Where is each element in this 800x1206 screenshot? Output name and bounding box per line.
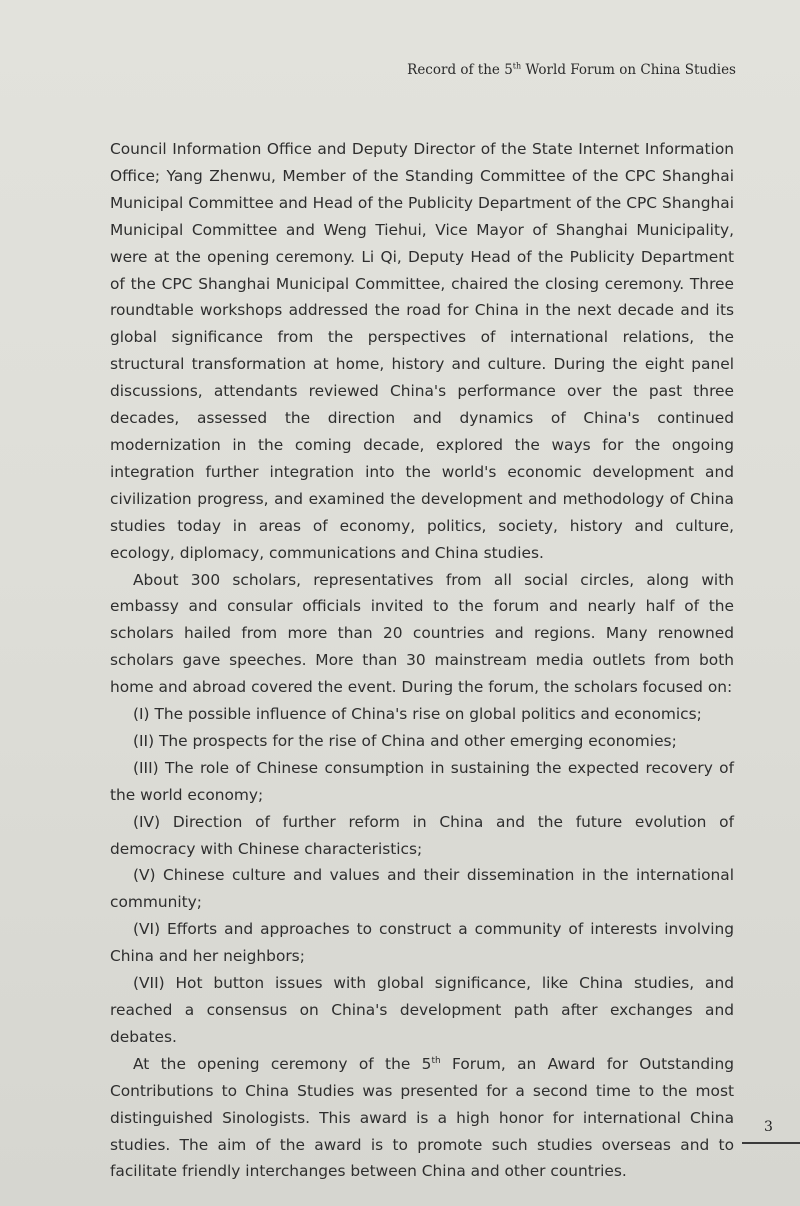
- list-item-2: (II) The prospects for the rise of China and other emerging economies;: [133, 731, 677, 750]
- running-head-text-end: World Forum on China Studies: [521, 62, 736, 78]
- paragraph-award: [110, 1051, 734, 1186]
- award-text-end: Forum, an Award for Outstanding Contributions to China Studies was presented for a second time to the most distinguished Sinologists. This award is a high honor for international China studies. The aim of the award is to promote such studies overseas and to facilitate friendly interchanges between China and other countries.: [110, 1054, 734, 1181]
- paragraph-2: About 300 scholars, representatives from all social circles, along with embassy and consular officials invited to the forum and nearly half of the scholars hailed from more than 20 countries and regions. Many renowned scholars gave speeches. More than 30 mainstream media outlets from both home and abroad covered the event. During the forum, the scholars focused on:: [110, 570, 734, 697]
- running-head: [407, 62, 736, 78]
- body-text: [110, 136, 734, 1185]
- list-item-4: (IV) Direction of further reform in China and the future evolution of democracy with Chinese characteristics;: [110, 812, 734, 858]
- running-head-superscript: th: [512, 61, 522, 71]
- list-item-3: (III) The role of Chinese consumption in sustaining the expected recovery of the world economy;: [110, 758, 734, 804]
- list-item-5: (V) Chinese culture and values and their dissemination in the international community;: [110, 866, 734, 912]
- page-number: 3: [764, 1119, 773, 1135]
- paragraph-1: Council Information Office and Deputy Director of the State Internet Information Office; Yang Zhenwu, Member of the Standing Committee of the CPC Shanghai Municipal Committee and Head of the Publicity Department of the CPC Shanghai Municipal Committee and Weng Tiehui, Vice Mayor of Shanghai Municipality, were at the opening ceremony. Li Qi, Deputy Head of the Publicity Department of the CPC Shanghai Municipal Committee, chaired the closing ceremony. Three roundtable workshops addressed the road for China in the next decade and its global significance from the perspectives of international relations, the structural transformation at home, history and culture. During the eight panel discussions, attendants reviewed China's performance over the past three decades, assessed the direction and dynamics of China's continued modernization in the coming decade, explored the ways for the ongoing integration further integration into the world's economic development and civilization progress, and examined the development and methodology of China studies today in areas of economy, politics, society, history and culture, ecology, diplomacy, communications and China studies.: [110, 140, 734, 562]
- list-item-7: (VII) Hot button issues with global significance, like China studies, and reached a consensus on China's development path after exchanges and debates.: [110, 974, 734, 1046]
- list-item-6: (VI) Efforts and approaches to construct a community of interests involving China and her neighbors;: [110, 920, 734, 966]
- running-head-text: Record of the 5: [407, 62, 513, 78]
- award-superscript: th: [431, 1055, 441, 1066]
- award-text-start: At the opening ceremony of the 5: [133, 1054, 432, 1073]
- list-item-1: (I) The possible influence of China's rise on global politics and economics;: [133, 705, 702, 724]
- page-number-rule: [742, 1142, 800, 1144]
